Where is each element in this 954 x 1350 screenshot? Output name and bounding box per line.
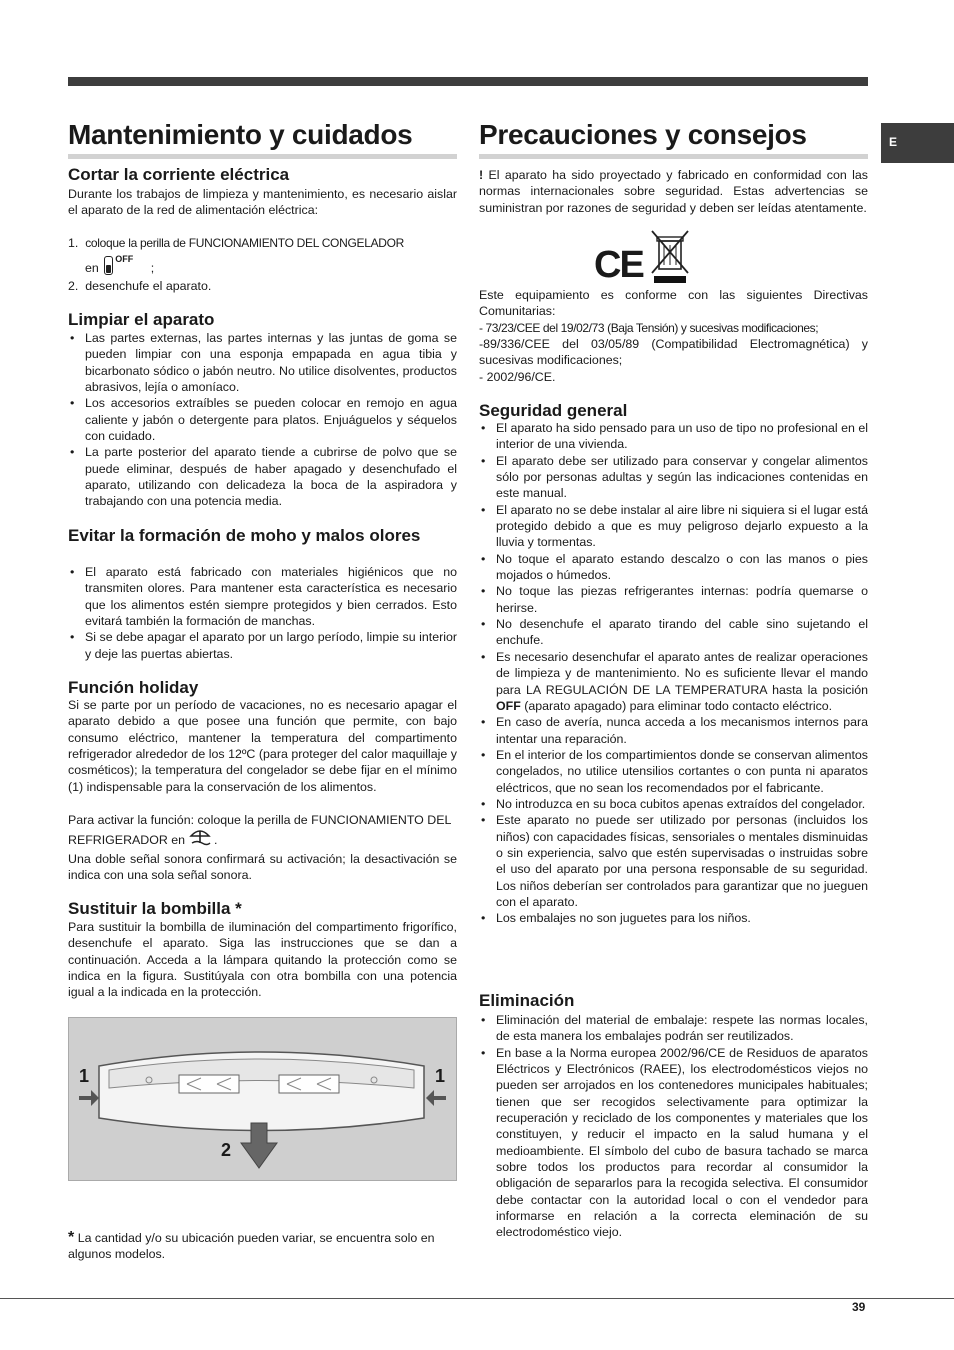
list-item: • El aparato debe ser utilizado para conservar y congelar alimentos sólo por personas adultas y según las indicaciones contenidas en este manual. [479, 453, 868, 502]
figure-label-down: 2 [221, 1140, 232, 1160]
safety-list [479, 420, 868, 927]
footnote-text: La cantidad y/o su ubicación pueden variar, se encuentra solo en algunos modelos. [68, 1231, 435, 1262]
warning-mark: ! [479, 168, 484, 182]
section-heading-holiday: Función holiday [68, 678, 199, 697]
list-item: • Eliminación del material de embalaje: respete las normas locales, de esta manera los embalajes podrán ser reutilizados. [479, 1012, 868, 1045]
page-number: 39 [852, 1300, 866, 1314]
section-heading-mould: Evitar la formación de moho y malos olores [68, 526, 421, 545]
bulb-text: Para sustituir la bombilla de iluminación del compartimento frigorífico, desenchufe el aparato. Siga las instrucciones que se dan a continuación. Acceda a la lámpara quitando la protección como se indica en la figura. Sustitúyala con otra bombilla con una potencia igual a la indicada en la protección. [68, 920, 457, 1000]
left-title: Mantenimiento y cuidados [68, 119, 457, 159]
step-1-cont [85, 251, 474, 276]
step-2-text: desenchufe el aparato. [85, 279, 212, 293]
directive-2: -89/336/CEE del 03/05/89 (Compatibilidad Electromagnética) y sucesivas modificaciones; [479, 337, 868, 368]
right-title: Precauciones y consejos [479, 119, 868, 159]
section-heading-bulb: Sustituir la bombilla * [68, 899, 242, 918]
mould-list [68, 564, 457, 662]
footer-rule [0, 1298, 954, 1299]
cleaning-list [68, 330, 457, 510]
directives-intro: Este equipamiento es conforme con las siguientes Directivas Comunitarias: [479, 288, 868, 319]
footnote [68, 1230, 457, 1263]
list-item: • Los embalajes no son juguetes para los niños. [479, 910, 868, 926]
off-label: OFF [115, 254, 134, 264]
list-item: • No toque las piezas refrigerantes internas: podría quemarse o herirse. [479, 583, 868, 616]
bulb-cover-illustration [69, 1018, 456, 1180]
holiday-p3: Una doble señal sonora confirmará su activación; la desactivación se indica con una sola señal sonora. [68, 852, 457, 883]
list-item: • No desenchufe el aparato tirando del cable sino sujetando el enchufe. [479, 616, 868, 649]
disposal-list [479, 1012, 868, 1241]
holiday-p2-end: . [213, 833, 218, 848]
crossed-bin-icon [650, 229, 690, 284]
safety-intro [479, 167, 868, 216]
step-1 [68, 235, 457, 251]
list-item: • Las partes externas, las partes internas y las juntas de goma se pueden limpiar con una esponja empapada en agua tibia y bicarbonato sódico o jabón neutro. No utilice disolventes, productos abrasivos, lejía o amoníaco. [68, 330, 457, 395]
list-item: • No toque el aparato estando descalzo o con las manos o pies mojados o húmedos. [479, 551, 868, 584]
holiday-umbrella-icon [189, 828, 211, 846]
list-item-text: (aparato apagado) para eliminar todo contacto eléctrico. [524, 698, 833, 713]
top-rule [68, 77, 868, 86]
list-item: • El aparato ha sido pensado para un uso de tipo no profesional en el interior de una vivienda. [479, 420, 868, 453]
section-heading-cleaning: Limpiar el aparato [68, 310, 215, 329]
list-item: • Si se debe apagar el aparato por un largo período, limpie su interior y deje las puertas abiertas. [68, 629, 457, 662]
ce-mark: CE [594, 244, 643, 286]
list-item: • En caso de avería, nunca acceda a los mecanismos internos para intentar una reparación. [479, 714, 868, 747]
section-heading-disposal: Eliminación [479, 991, 575, 1010]
list-item: • La parte posterior del aparato tiende a cubrirse de polvo que se puede eliminar, después de haber apagado y desenchufado el aparato, utilizando con delicadeza la boca de la aspiradora y trabajando con una potencia media. [68, 444, 457, 509]
list-item-text: Es necesario desenchufar el aparato antes de realizar operaciones de limpieza y de mantenimiento. No es suficiente llevar el mando para LA REGULACIÓN DE LA TEMPERATURA hasta la posición [496, 649, 868, 697]
step-1-en: en [85, 261, 99, 275]
power-intro: Durante los trabajos de limpieza y mantenimiento, es necesario aislar el aparato de la red de alimentación eléctrica: [68, 187, 457, 218]
figure-label-left: 1 [79, 1066, 90, 1086]
safety-intro-text: El aparato ha sido proyectado y fabricado en conformidad con las normas internacionales sobre seguridad. Estas advertencias se suministran por razones de seguridad y deben ser leídas atentamente. [479, 168, 868, 215]
section-heading-power: Cortar la corriente eléctrica [68, 165, 290, 184]
list-item: • No introduzca en su boca cubitos apenas extraídos del congelador. [479, 796, 868, 812]
list-item [479, 649, 868, 714]
freezer-knob-icon [104, 256, 113, 275]
off-position-label: OFF [496, 698, 521, 713]
language-tab-label: E [889, 135, 898, 149]
holiday-p2 [68, 812, 457, 849]
figure-label-right: 1 [435, 1066, 446, 1086]
list-item: • En el interior de los compartimientos donde se conservan alimentos congelados, no utilice utensilios cortantes o con punta ni aparatos eléctricos, que no sean los recomendados por el fabricante. [479, 747, 868, 796]
step-1-text: coloque la perilla de FUNCIONAMIENTO DEL CONGELADOR [85, 236, 405, 250]
list-item: • Este aparato no puede ser utilizado por personas (incluidos los niños) con capacidades físicas, sensoriales o mentales disminuidas o sin experiencia, salvo que estén supervisadas o instruidas sobre el uso del aparato por una persona responsable de su seguridad. Los niños deberían ser controlados para garantizar que no jueguen con el aparato. [479, 812, 868, 910]
holiday-p2-text: Para activar la función: coloque la perilla de FUNCIONAMIENTO DEL REFRIGERADOR en [68, 813, 451, 848]
section-heading-safety: Seguridad general [479, 401, 628, 420]
footnote-star: * [68, 1229, 75, 1246]
list-item: • El aparato está fabricado con materiales higiénicos que no transmiten olores. Para mantener esta característica es necesario que los alimentos estén siempre protegidos y bien cerrados. Esto evitará también la formación de manchas. [68, 564, 457, 629]
holiday-p1: Si se parte por un período de vacaciones, no es necesario apagar el aparato debido a que posee una función que permite, con bajo consumo eléctrico, mantener la temperatura del compartimento refrigerador alrededor de los 12ºC (para proteger del calor maquillaje y cosméticos); la temperatura del congelador se debe fijar en el mínimo (1) indispensable para la conservación de los alimentos. [68, 698, 457, 794]
list-item: • En base a la Norma europea 2002/96/CE de Residuos de aparatos Eléctricos y Electrónicos (RAEE), los electrodomésticos viejos no pueden ser arrojados en los contenedores municipales habituales; tienen que ser recogidos selectivamente para optimizar la recuperación y reciclado de los componentes y materiales que los constituyen, y reducir el impacto en la salud humana y el medioambiente. El símbolo del cubo de basura tachado se marca sobre todos los productos para recordar al consumidor la obligación de separarlos para la recogida selectiva. El consumidor debe contactar con la autoridad local o con el vendedor para informarse en relación a la correcta eleminación de su electrodoméstico viejo. [479, 1045, 868, 1241]
list-item: • Los accesorios extraíbles se pueden colocar en remojo en agua caliente y jabón o detergente para platos. Enjuáguelos y séquelos con cuidado. [68, 395, 457, 444]
step-2 [68, 278, 457, 294]
list-item: • El aparato no se debe instalar al aire libre ni siquiera si el lugar está protegido debido a que es muy peligroso dejarlo expuesto a la lluvia y tormentas. [479, 502, 868, 551]
step-1-end: ; [150, 261, 155, 275]
language-tab [881, 123, 954, 163]
step-2-number: 2. [68, 279, 79, 293]
bulb-cover-figure [68, 1017, 457, 1181]
directive-1: - 73/23/CEE del 19/02/73 (Baja Tensión) y sucesivas modificaciones; [479, 321, 819, 335]
directive-3: - 2002/96/CE. [479, 370, 556, 384]
step-1-number: 1. [68, 236, 79, 250]
